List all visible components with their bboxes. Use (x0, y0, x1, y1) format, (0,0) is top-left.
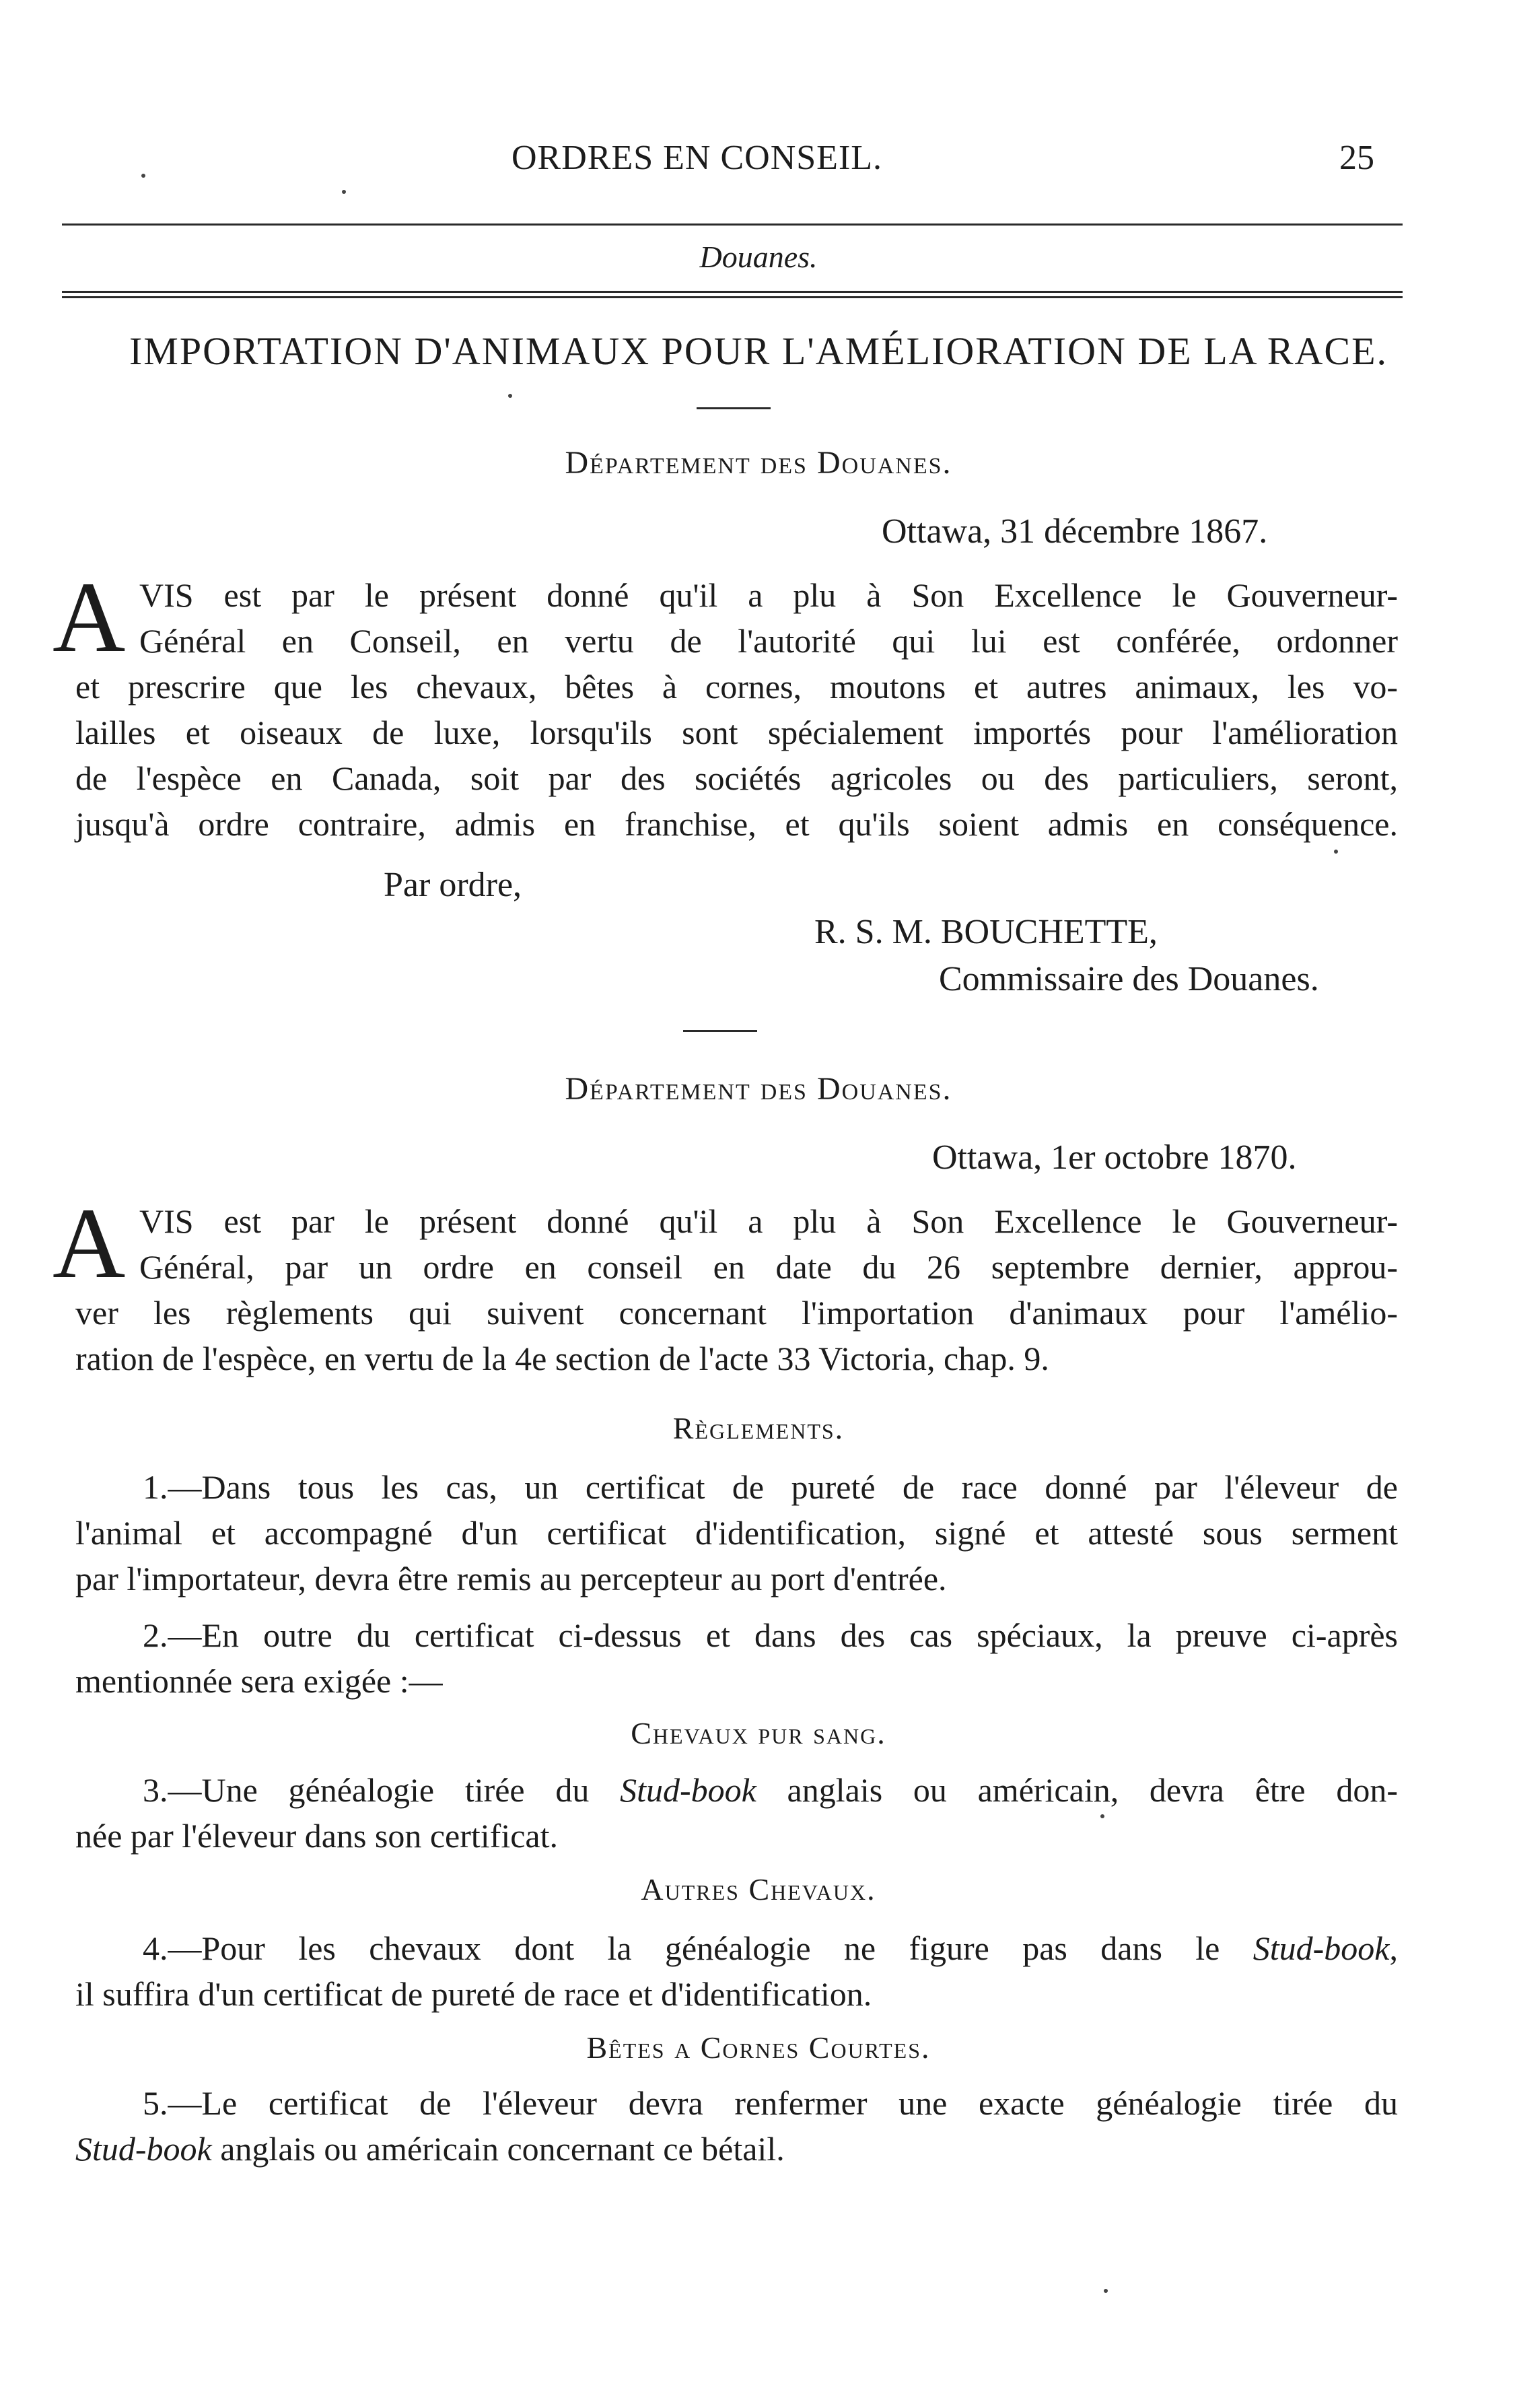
regulation-2-line: 2.—En outre du certificat ci-dessus et dans des cas spéciaux, la preuve ci-après (143, 1616, 1398, 1654)
regulation-2 (75, 1612, 1398, 1704)
notice2-dropcap: A (52, 1188, 126, 1299)
stud-book-ref: Stud-book (75, 2130, 212, 2168)
notice2-line: ver les règlements qui suivent concernant l'importation d'animaux pour l'amélio- (75, 1294, 1398, 1332)
print-speck (141, 174, 145, 178)
notice1-line: et prescrire que les chevaux, bêtes à cornes, moutons et autres animaux, les vo- (75, 668, 1398, 706)
print-speck (342, 190, 346, 194)
regulation-5-line (75, 2126, 1398, 2172)
notice-separator (683, 1030, 757, 1032)
notice1-dateline: Ottawa, 31 décembre 1867. (882, 512, 1268, 551)
regulation-4 (75, 1925, 1398, 2017)
subheading-chevaux-pur-sang: Chevaux pur sang. (631, 1716, 886, 1750)
regulation-1-line: l'animal et accompagné d'un certificat d'identification, signé et attesté sous serment (75, 1514, 1398, 1552)
main-title: IMPORTATION D'ANIMAUX POUR L'AMÉLIORATION DE LA RACE. (129, 329, 1388, 373)
regulation-1-line: par l'importateur, devra être remis au percepteur au port d'entrée. (75, 1560, 947, 1597)
regulation-3-line (143, 1767, 1398, 1813)
notice2-body (75, 1198, 1398, 1381)
notice1-dropcap: A (52, 561, 126, 673)
regulation-3 (75, 1767, 1398, 1859)
print-speck (1100, 1814, 1104, 1818)
notice1-department: Département des Douanes. (565, 445, 952, 481)
section-rule-top (62, 291, 1403, 293)
regulation-5-text: anglais ou américain concernant ce bétail. (211, 2130, 785, 2168)
regulations-heading: Règlements. (672, 1411, 845, 1445)
regulation-2-line: mentionnée sera exigée :— (75, 1662, 443, 1700)
page-number: 25 (1339, 139, 1374, 177)
regulation-4-text: 4.—Pour les chevaux dont la généalogie ne figure pas dans le (143, 1929, 1253, 1967)
regulation-5-line: 5.—Le certificat de l'éleveur devra renfermer une exacte généalogie tirée du (143, 2084, 1398, 2122)
regulation-4-text: , (1389, 1929, 1398, 1967)
regulation-3-text: 3.—Une généalogie tirée du (143, 1771, 621, 1809)
notice2-dateline: Ottawa, 1er octobre 1870. (932, 1138, 1297, 1177)
by-order: Par ordre, (384, 866, 522, 904)
notice1-line: de l'espèce en Canada, soit par des sociétés agricoles ou des particuliers, seront, (75, 759, 1398, 797)
header-rule (62, 223, 1403, 226)
title-separator (697, 407, 771, 409)
notice2-department: Département des Douanes. (565, 1071, 952, 1107)
regulation-5 (75, 2080, 1398, 2172)
notice2-line: Général, par un ordre en conseil en date du 26 septembre dernier, approu- (139, 1248, 1398, 1286)
regulation-1-line: 1.—Dans tous les cas, un certificat de pureté de race donné par l'éleveur de (143, 1468, 1398, 1506)
subheading-autres-chevaux: Autres Chevaux. (641, 1872, 876, 1906)
notice1-line: Général en Conseil, en vertu de l'autorité qui lui est conférée, ordonner (139, 622, 1398, 660)
regulation-3-line: née par l'éleveur dans son certificat. (75, 1817, 558, 1855)
stud-book-ref: Stud-book (1253, 1929, 1390, 1967)
notice1-body (75, 572, 1398, 847)
regulation-4-line (143, 1925, 1398, 1971)
notice2-line: ration de l'espèce, en vertu de la 4e section de l'acte 33 Victoria, chap. 9. (75, 1340, 1049, 1377)
print-speck (1104, 2289, 1108, 2293)
section-title: Douanes. (699, 240, 818, 274)
subheading-betes-a-cornes-courtes: Bêtes a Cornes Courtes. (586, 2030, 931, 2065)
regulation-4-line: il suffira d'un certificat de pureté de race et d'identification. (75, 1975, 872, 2013)
print-speck (1334, 850, 1338, 854)
section-rule-bottom (62, 296, 1403, 298)
notice1-line: jusqu'à ordre contraire, admis en franchise, et qu'ils soient admis en conséquence. (75, 805, 1398, 843)
stud-book-ref: Stud-book (620, 1771, 756, 1809)
notice2-line: VIS est par le présent donné qu'il a plu à Son Excellence le Gouverneur- (139, 1202, 1398, 1240)
notice1-line: VIS est par le présent donné qu'il a plu à Son Excellence le Gouverneur- (139, 576, 1398, 614)
running-head-title: ORDRES EN CONSEIL. (511, 139, 883, 177)
regulation-1 (75, 1464, 1398, 1602)
signatory: R. S. M. BOUCHETTE, (814, 913, 1158, 951)
notice1-line: lailles et oiseaux de luxe, lorsqu'ils sont spécialement importés pour l'amélioration (75, 714, 1398, 751)
print-speck (508, 394, 512, 398)
signatory-title: Commissaire des Douanes. (939, 960, 1319, 998)
regulation-3-text: anglais ou américain, devra être don- (756, 1771, 1398, 1809)
